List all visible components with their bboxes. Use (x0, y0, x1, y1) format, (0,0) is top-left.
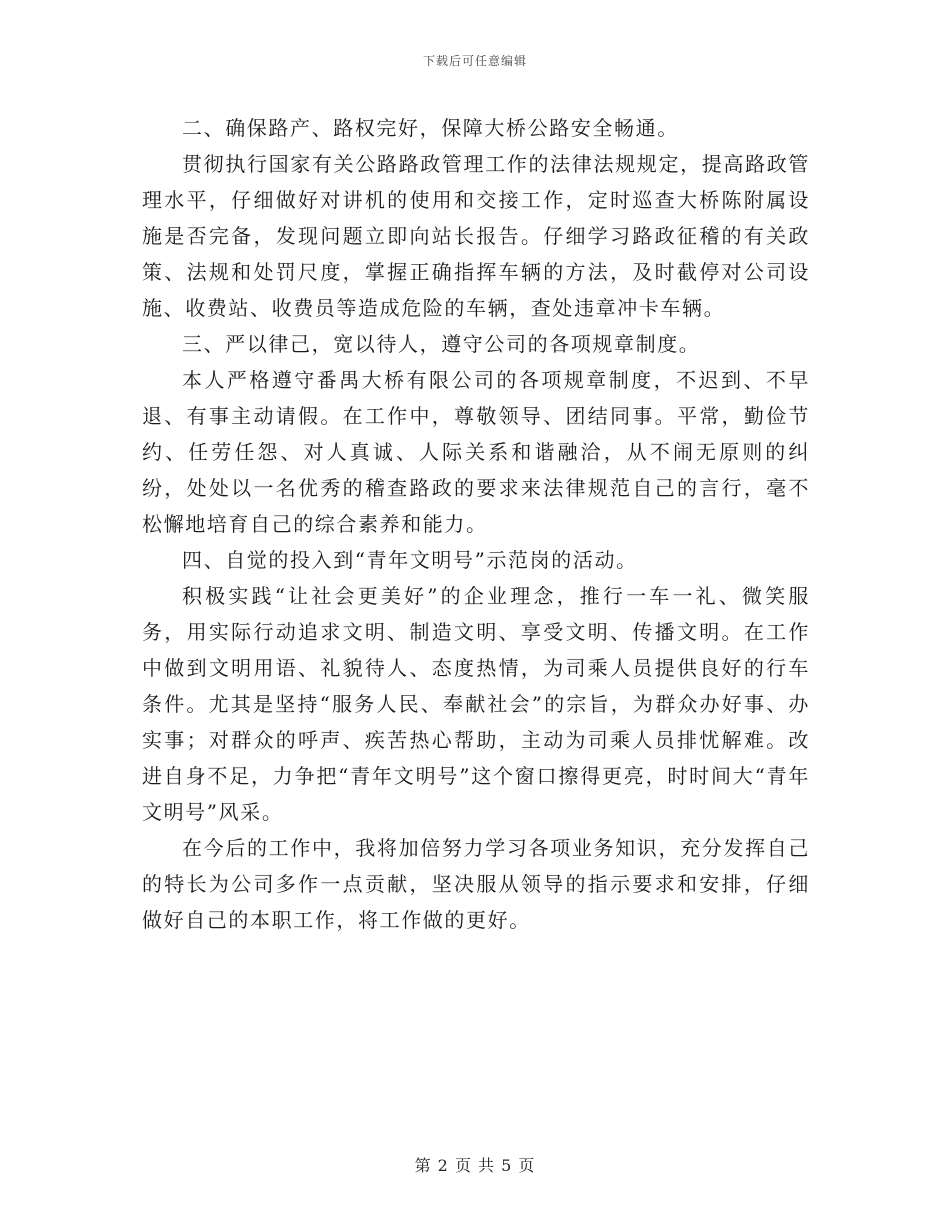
section-heading-4: 四、自觉的投入到“青年文明号”示范岗的活动。 (182, 548, 638, 572)
page-number: 第 2 页 共 5 页 (414, 1156, 536, 1175)
page-header: 下载后可任意编辑 (422, 54, 527, 68)
section-heading-2: 二、确保路产、路权完好，保障大桥公路安全畅通。 (182, 116, 679, 140)
document-body (142, 110, 810, 938)
body-paragraph: 本人严格遵守番禺大桥有限公司的各项规章制度，不迟到、不早退、有事主动请假。在工作中，尊敬领导、团结同事。平常，勤俭节约、任劳任怨、对人真诚、人际关系和谐融洽，从不闹无原则的纠纷，处处以一名优秀的稽查路政的要求来法律规范自己的言行，毫不松懈地培育自己的综合素养和能力。 (142, 368, 810, 536)
closing-paragraph: 在今后的工作中，我将加倍努力学习各项业务知识，充分发挥自己的特长为公司多作一点贡献，坚决服从领导的指示要求和安排，仔细做好自己的本职工作，将工作做的更好。 (142, 836, 810, 932)
body-paragraph: 积极实践“让社会更美好”的企业理念，推行一车一礼、微笑服务，用实际行动追求文明、制造文明、享受文明、传播文明。在工作中做到文明用语、礼貌待人、态度热情，为司乘人员提供良好的行车条件。尤其是坚持“服务人民、奉献社会”的宗旨，为群众办好事、办实事；对群众的呼声、疾苦热心帮助，主动为司乘人员排忧解难。改进自身不足，力争把“青年文明号”这个窗口擦得更亮，时时间大“青年文明号”风采。 (142, 584, 810, 824)
section-heading-3: 三、严以律己，宽以待人，遵守公司的各项规章制度。 (182, 332, 701, 356)
body-paragraph: 贯彻执行国家有关公路路政管理工作的法律法规规定，提高路政管理水平，仔细做好对讲机的使用和交接工作，定时巡查大桥陈附属设施是否完备，发现问题立即向站长报告。仔细学习路政征稽的有关政策、法规和处罚尺度，掌握正确指挥车辆的方法，及时截停对公司设施、收费站、收费员等造成危险的车辆，查处违章冲卡车辆。 (142, 152, 810, 320)
